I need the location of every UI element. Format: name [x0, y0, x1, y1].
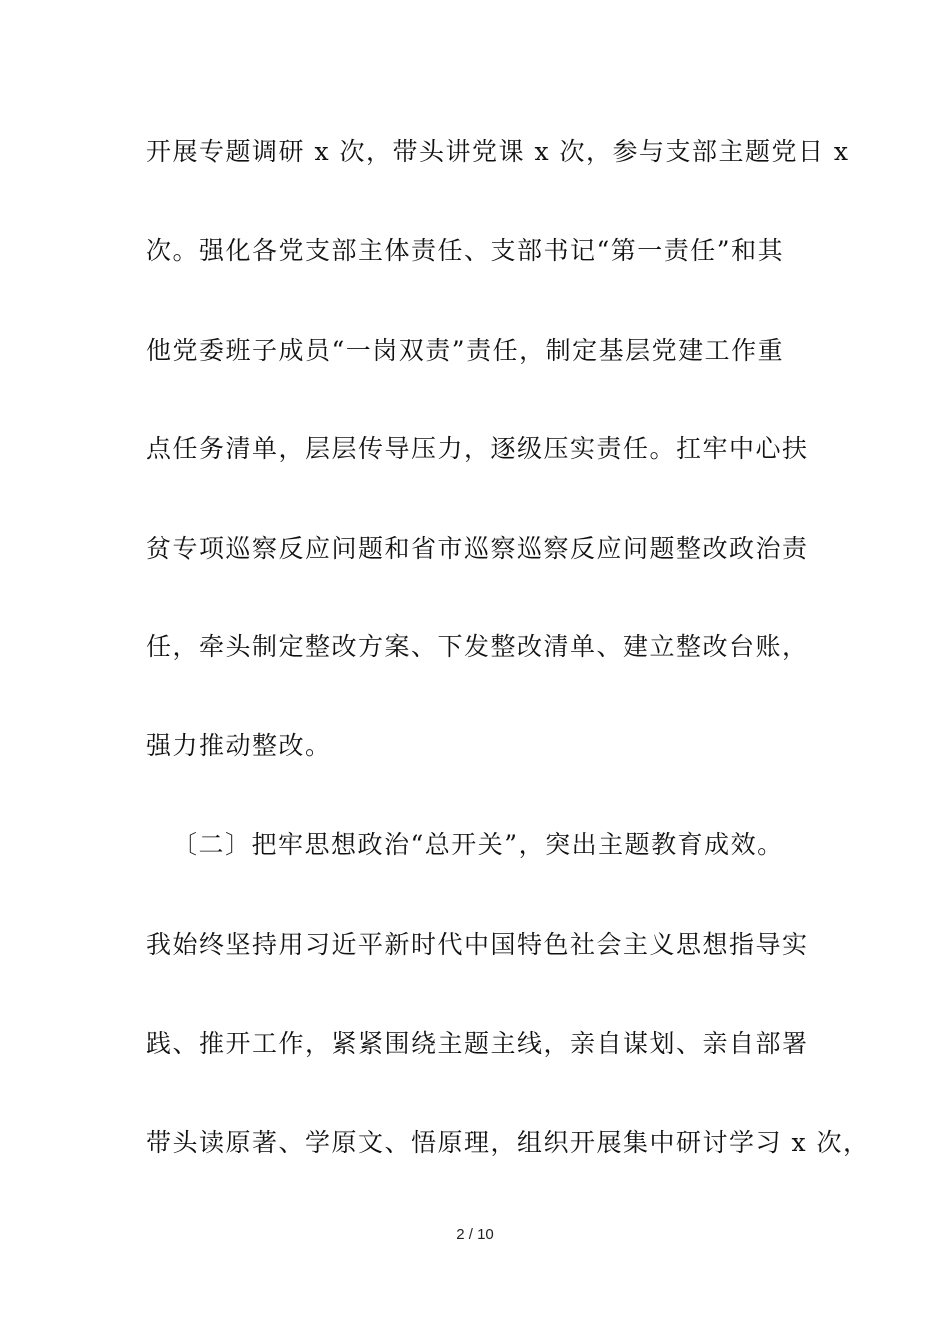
body-text-line: 他党委班子成员“一岗双责”责任，制定基层党建工作重	[146, 336, 785, 365]
page-number: 2 / 10	[456, 1226, 494, 1243]
body-text-line: 我始终坚持用习近平新时代中国特色社会主义思想指导实	[146, 930, 809, 959]
body-text-line: 带头读原著、学原文、悟原理，组织开展集中研讨学习 x 次，	[146, 1128, 870, 1157]
body-text-line: 开展专题调研 x 次，带头讲党课 x 次，参与支部主题党日 x	[146, 137, 850, 166]
body-text-line: 任，牵头制定整改方案、下发整改清单、建立整改台账，	[146, 632, 809, 661]
body-text-line: 强力推动整改。	[146, 731, 332, 760]
body-text-line: 践、推开工作，紧紧围绕主题主线，亲自谋划、亲自部署	[146, 1029, 809, 1058]
section-heading: 〔二〕把牢思想政治“总开关”，突出主题教育成效。	[172, 830, 784, 859]
body-text-line: 点任务清单，层层传导压力，逐级压实责任。扛牢中心扶	[146, 434, 809, 463]
body-text-line: 贫专项巡察反应问题和省市巡察巡察反应问题整改政治责	[146, 534, 809, 563]
body-text-line: 次。强化各党支部主体责任、支部书记“第一责任”和其	[146, 236, 785, 265]
